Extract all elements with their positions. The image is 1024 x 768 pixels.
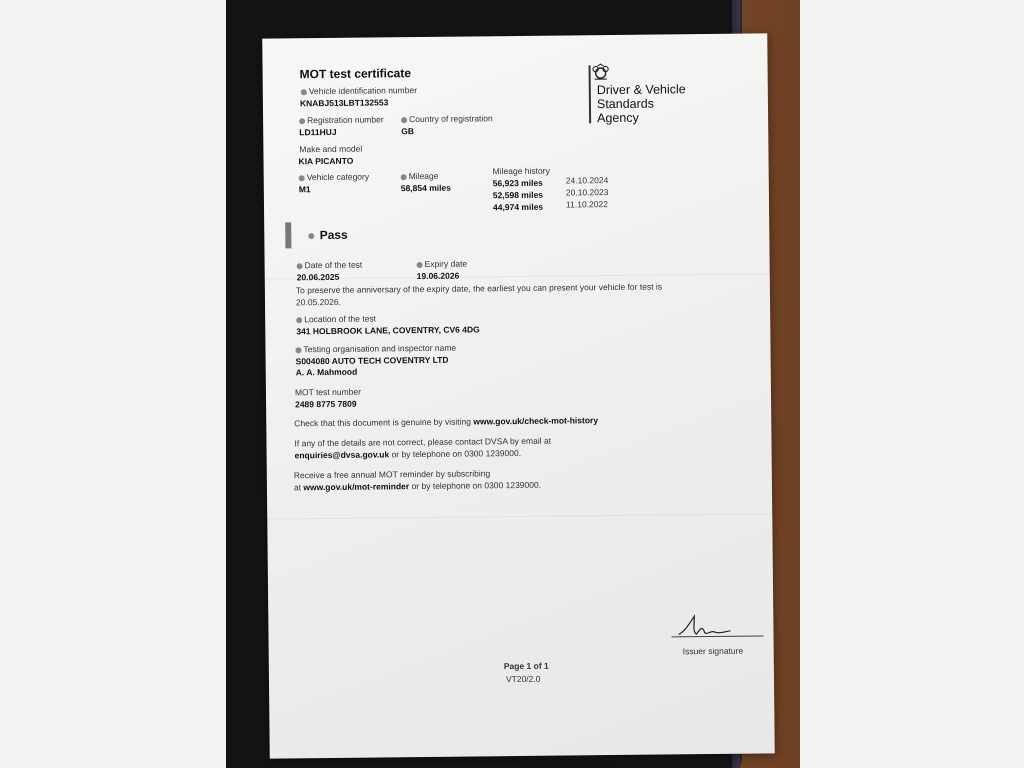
paper-fold xyxy=(267,513,772,519)
test-number-label: MOT test number xyxy=(294,386,361,398)
mileage-history-miles: 44,974 miles xyxy=(492,201,544,213)
mileage-history-date: 11.10.2022 xyxy=(565,199,608,210)
mileage-history-miles: 52,598 miles xyxy=(492,189,544,201)
category-value: M1 xyxy=(298,184,311,195)
mot-certificate xyxy=(262,33,775,758)
dvsa-email-link[interactable]: enquiries@dvsa.gov.uk xyxy=(294,449,390,461)
signature-label: Issuer signature xyxy=(682,645,744,657)
result-bar xyxy=(285,222,291,248)
expiry-date-label-text: Expiry date xyxy=(424,258,468,269)
category-label xyxy=(299,172,369,183)
organisation-label xyxy=(295,343,456,355)
registration-label xyxy=(299,114,384,125)
test-number-value: 2489 8775 7809 xyxy=(295,398,357,410)
contact-phone-text: or by telephone on 0300 1239000. xyxy=(389,447,522,460)
info-icon xyxy=(401,174,407,180)
info-icon xyxy=(401,117,407,123)
right-margin xyxy=(800,0,1024,768)
mileage-value: 58,854 miles xyxy=(400,182,451,194)
test-result-text: Pass xyxy=(319,227,348,243)
agency-name-line: Agency xyxy=(597,110,639,126)
agency-name-line: Standards xyxy=(596,96,655,112)
category-label-text: Vehicle category xyxy=(306,171,370,183)
vin-label-text: Vehicle identification number xyxy=(308,85,418,97)
vin-value: KNABJ513LBT132553 xyxy=(299,97,389,109)
country-value: GB xyxy=(401,126,415,137)
organisation-value: S004080 AUTO TECH COVENTRY LTD xyxy=(295,354,449,367)
calendar-icon xyxy=(297,263,303,269)
test-result xyxy=(308,228,348,242)
registration-value: LD11HUJ xyxy=(299,126,337,138)
agency-name-line: Driver & Vehicle xyxy=(596,82,686,98)
mot-reminder-link[interactable]: www.gov.uk/mot-reminder xyxy=(303,481,410,493)
reminder-prefix: at xyxy=(293,482,304,493)
location-icon xyxy=(296,317,302,323)
form-code: VT20/2.0 xyxy=(505,673,541,685)
contact-email-line xyxy=(295,448,522,460)
country-label xyxy=(401,113,493,124)
genuine-prefix: Check that this document is genuine by visiting xyxy=(294,416,474,429)
check-mot-history-link[interactable]: www.gov.uk/check-mot-history xyxy=(473,415,599,427)
anniversary-date: 20.05.2026. xyxy=(295,296,341,308)
organisation-label-text: Testing organisation and inspector name xyxy=(303,342,457,355)
mileage-history-date: 24.10.2024 xyxy=(565,175,609,186)
expiry-date-value: 19.06.2026 xyxy=(416,270,460,282)
make-model-value: KIA PICANTO xyxy=(298,155,354,167)
tick-icon xyxy=(308,233,314,239)
info-icon xyxy=(299,118,305,124)
contact-text: If any of the details are not correct, please contact DVSA by email at xyxy=(294,435,552,449)
person-icon xyxy=(295,347,301,353)
location-value: 341 HOLBROOK LANE, COVENTRY, CV6 4DG xyxy=(296,324,480,337)
certificate-title: MOT test certificate xyxy=(299,66,412,82)
royal-crest-icon xyxy=(591,63,611,83)
document-photo xyxy=(226,0,800,768)
left-margin xyxy=(0,0,226,768)
calendar-icon xyxy=(417,262,423,268)
expiry-date-label xyxy=(417,259,468,270)
anniversary-note: To preserve the anniversary of the expiry date, the earliest you can present your vehicle for test is xyxy=(295,281,663,296)
info-icon xyxy=(301,89,307,95)
inspector-name: A. A. Mahmood xyxy=(295,366,358,378)
test-date-label-text: Date of the test xyxy=(304,259,363,271)
info-icon xyxy=(299,175,305,181)
genuine-check-text xyxy=(294,415,598,428)
make-model-label: Make and model xyxy=(299,143,363,155)
mileage-label-text: Mileage xyxy=(408,170,439,182)
location-label xyxy=(296,313,376,324)
mileage-label xyxy=(401,171,439,181)
mileage-history-label: Mileage history xyxy=(492,165,550,177)
mileage-history-date: 20.10.2023 xyxy=(565,187,609,198)
location-label-text: Location of the test xyxy=(304,313,377,325)
test-date-value: 20.06.2025 xyxy=(296,271,340,283)
page-number: Page 1 of 1 xyxy=(503,660,549,672)
mileage-history-miles: 56,923 miles xyxy=(492,177,543,189)
paper-fold xyxy=(265,270,770,282)
vin-label xyxy=(301,85,417,96)
reminder-text: Receive a free annual MOT reminder by subscribing xyxy=(293,468,491,481)
test-date-label xyxy=(297,260,363,271)
registration-label-text: Registration number xyxy=(307,114,384,126)
country-label-text: Country of registration xyxy=(409,113,493,125)
reminder-phone-text: or by telephone on 0300 1239000. xyxy=(409,479,542,492)
reminder-link-line xyxy=(294,480,541,493)
